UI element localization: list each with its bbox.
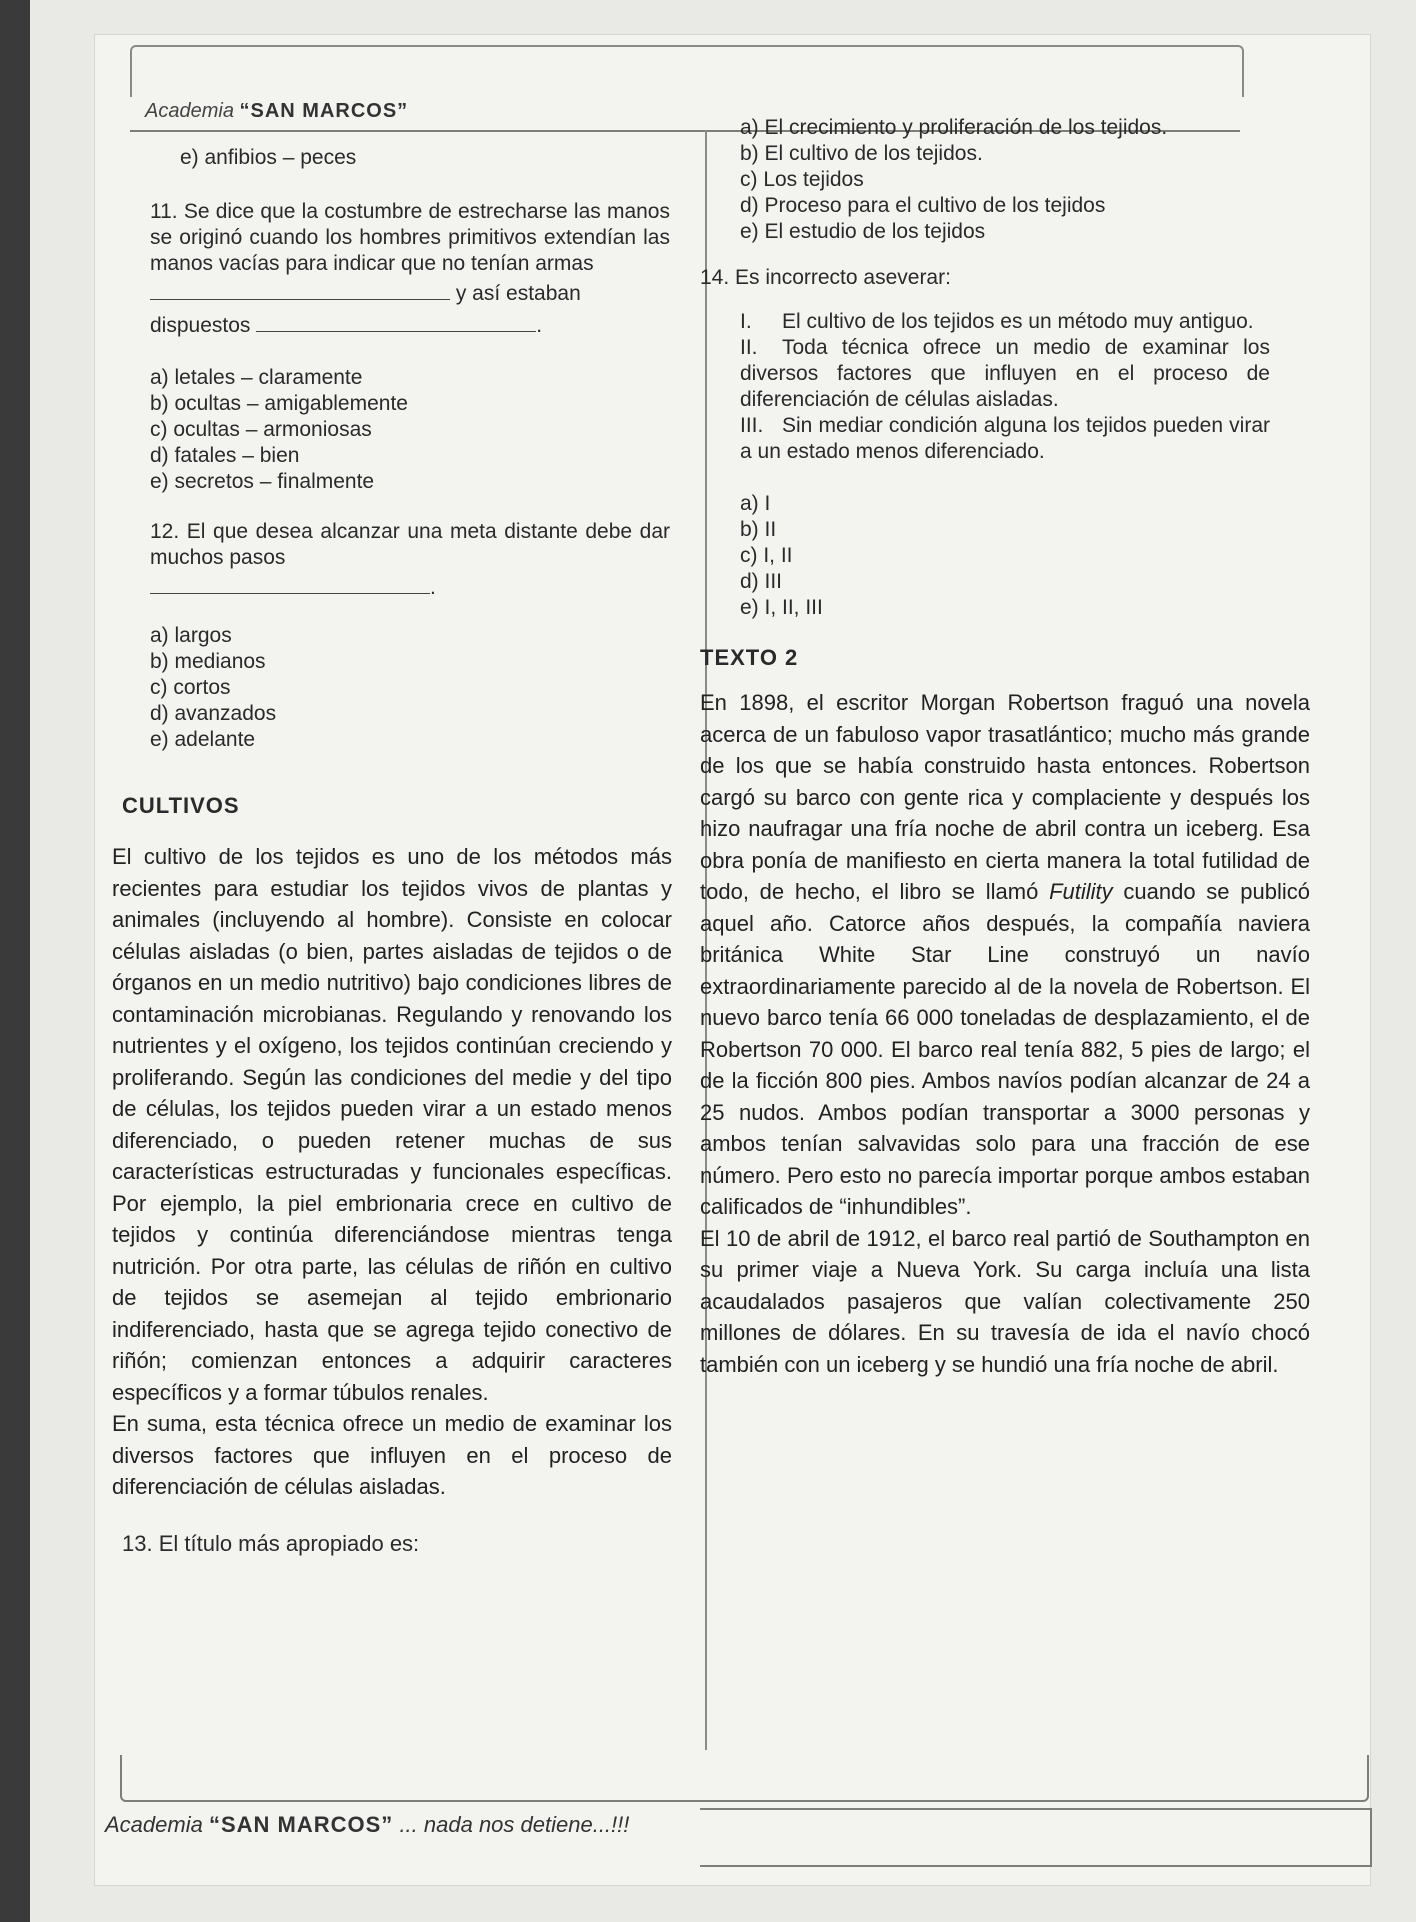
header-brand — [145, 100, 408, 123]
q12-option-a[interactable]: a) largos — [150, 624, 232, 647]
q14-option-e[interactable]: e) I, II, III — [740, 596, 823, 619]
passage-texto-2-part1: En 1898, el escritor Morgan Robertson fraguó una novela acerca de un fabuloso vapor trasatlántico; mucho más grande de los que se había construido hasta entonces. Robertson cargó su barco con gente rica y complaciente y después los hizo naufragar una fría noche de abril contra un iceberg. Esa obra ponía de manifiesto en cierta manera la total futilidad de todo, de hecho, el libro se llamó — [700, 690, 1310, 904]
passage-texto-2-p1 — [700, 687, 1310, 1223]
section-title-cultivos: CULTIVOS — [122, 793, 240, 818]
prev-option-e: e) anfibios – peces — [180, 146, 357, 169]
footer-brand-prefix: Academia — [105, 1812, 203, 1837]
q12-blank-line: . — [150, 573, 670, 601]
passage-texto-2-title: Futility — [1049, 879, 1113, 904]
q11-option-b[interactable]: b) ocultas – amigablemente — [150, 392, 408, 415]
header-brand-name: “SAN MARCOS” — [239, 100, 409, 122]
q13-option-b[interactable]: b) El cultivo de los tejidos. — [740, 142, 983, 165]
q12-option-c[interactable]: c) cortos — [150, 676, 231, 699]
q14-option-b[interactable]: b) II — [740, 518, 777, 541]
q11-option-a[interactable]: a) letales – claramente — [150, 366, 363, 389]
q14-title: 14. Es incorrecto aseverar: — [700, 266, 951, 289]
q14-option-c[interactable]: c) I, II — [740, 544, 793, 567]
q13-option-a[interactable]: a) El crecimiento y proliferación de los tejidos. — [740, 116, 1168, 139]
q14-statement-2-num: II. — [740, 336, 758, 359]
q11-blank-line — [150, 279, 670, 307]
q14-statement-1 — [740, 309, 1270, 335]
passage-texto-2-part2: cuando se publicó aquel año. Catorce años después, la compañía naviera británica White Star Line construyó un navío extraordinariamente parecido al de la novela de Robertson. El nuevo barco tenía 66 000 toneladas de desplazamiento, el de Robertson 70 000. El barco real tenía 882, 5 pies de largo; el de la ficción 800 pies. Ambos navíos podían alcanzar de 24 a 25 nudos. Ambos podían transportar a 3000 personas y ambos tenían salvavidas solo para una fracción de ese número. Pero esto no parecía importar porque ambos estaban calificados de “inhundibles”. — [700, 879, 1310, 1219]
footer-brand — [105, 1812, 629, 1838]
passage-texto-2 — [700, 687, 1310, 1380]
q14-option-a[interactable]: a) I — [740, 492, 771, 515]
q13-option-c[interactable]: c) Los tejidos — [740, 168, 864, 191]
q14-statements — [740, 309, 1270, 465]
footer-frame-top — [120, 1755, 1369, 1802]
q11-text — [150, 199, 670, 277]
passage-cultivos-p2: En suma, esta técnica ofrece un medio de examinar los diversos factores que influyen en el proceso de diferenciación de células aisladas. — [112, 1411, 672, 1499]
q11-stem: 11. Se dice que la costumbre de estrecharse las manos se originó cuando los hombres primitivos extendían las manos vacías para indicar que no tenían armas — [150, 200, 670, 275]
q14-statement-3 — [740, 413, 1270, 465]
q12-text: 12. El que desea alcanzar una meta distante debe dar muchos pasos — [150, 520, 670, 569]
left-column — [112, 145, 672, 1557]
q14-statement-1-num: I. — [740, 310, 752, 333]
q11-option-d[interactable]: d) fatales – bien — [150, 444, 300, 467]
q11-stem-3: dispuestos — [150, 314, 251, 337]
q11-options — [150, 365, 670, 495]
q14-statement-1-text: El cultivo de los tejidos es un método muy antiguo. — [782, 310, 1254, 333]
question-11 — [150, 199, 670, 495]
q12-blank — [150, 573, 430, 594]
q11-blank-1 — [150, 279, 450, 300]
footer-frame — [700, 1808, 1372, 1867]
q14-options — [740, 491, 1270, 621]
passage-texto-2-p2: El 10 de abril de 1912, el barco real partió de Southampton en su primer viaje a Nueva York. Su carga incluía una lista acaudalados pasajeros que valían colectivamente 250 millones de dólares. En su travesía de ida el navío chocó también con un iceberg y se hundió una fría noche de abril. — [700, 1225, 1310, 1377]
header-frame — [130, 45, 1244, 97]
q13-option-e[interactable]: e) El estudio de los tejidos — [740, 220, 986, 243]
q13-options — [740, 115, 1270, 245]
right-column — [700, 115, 1310, 1380]
q12-option-b[interactable]: b) medianos — [150, 650, 266, 673]
footer-slogan: ... nada nos detiene...!!! — [399, 1812, 630, 1837]
section-title-texto-2: TEXTO 2 — [700, 645, 799, 670]
q11-blank-2 — [256, 311, 536, 332]
q14-statement-3-num: III. — [740, 414, 764, 437]
q13-text: 13. El título más apropiado es: — [122, 1530, 420, 1556]
passage-cultivos-p1: El cultivo de los tejidos es uno de los métodos más recientes para estudiar los tejidos vivos de plantas y animales (incluyendo al hombre). Consiste en colocar células aisladas (o bien, partes aisladas de tejidos o de órganos en un medio nutritivo) bajo condiciones libres de contaminación microbianas. Regulando y renovando los nutrientes y el oxígeno, los tejidos continúan creciendo y proliferando. Según las condiciones del medie y del tipo de células, los tejidos pueden virar a un estado menos diferenciado, o pueden retener muchas de sus características estructuradas y funcionales específicas. Por ejemplo, la piel embrionaria crece en cultivo de tejidos y continúa diferenciándose mientras tenga nutrición. Por otra parte, las células de riñón en cultivo de tejidos se asemejan al tejido embrionario indiferenciado, hasta que se agrega tejido conectivo de riñón; comienzan entonces a adquirir caracteres específicos y a formar túbulos renales. — [112, 844, 672, 1405]
q14-statement-2 — [740, 335, 1270, 413]
footer-brand-name: “SAN MARCOS” — [208, 1812, 394, 1837]
q11-blank-line-2: dispuestos . — [150, 311, 670, 339]
header-brand-prefix: Academia — [145, 100, 234, 122]
q14-statement-3-text: Sin mediar condición alguna los tejidos pueden virar a un estado menos diferenciado. — [740, 414, 1270, 463]
q12-option-e[interactable]: e) adelante — [150, 728, 256, 751]
q12-option-d[interactable]: d) avanzados — [150, 702, 277, 725]
q11-option-e[interactable]: e) secretos – finalmente — [150, 470, 375, 493]
question-12 — [150, 519, 670, 753]
q12-options — [150, 623, 670, 753]
q13-option-d[interactable]: d) Proceso para el cultivo de los tejidos — [740, 194, 1106, 217]
q14-option-d[interactable]: d) III — [740, 570, 783, 593]
passage-cultivos — [112, 841, 672, 1503]
q11-option-c[interactable]: c) ocultas – armoniosas — [150, 418, 372, 441]
q11-stem-2: y así estaban — [455, 282, 581, 305]
question-14 — [700, 265, 1270, 621]
q14-statement-2-text: Toda técnica ofrece un medio de examinar los diversos factores que influyen en el proceso de diferenciación de células aisladas. — [740, 336, 1270, 411]
